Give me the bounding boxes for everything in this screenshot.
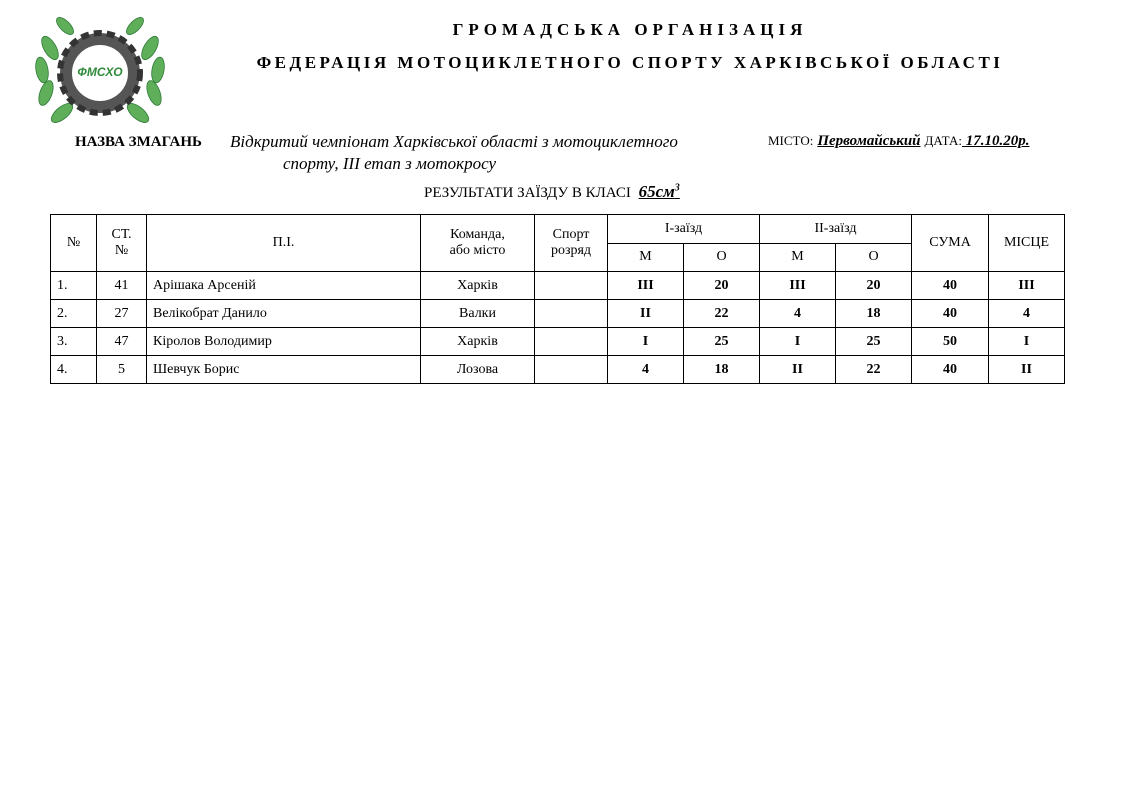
federation-logo	[30, 8, 170, 133]
cell-r1o: 25	[684, 328, 760, 356]
table-row	[51, 328, 1065, 356]
cell-num: 3.	[51, 328, 97, 356]
event-name-label: НАЗВА ЗМАГАНЬ	[75, 134, 202, 150]
col-team: Команда, або місто	[421, 215, 535, 272]
cell-name: Велікобрат Данило	[147, 300, 421, 328]
cell-start: 41	[97, 272, 147, 300]
col-race1: І-заїзд	[608, 215, 760, 244]
cell-rank	[535, 356, 608, 384]
cell-name: Арішака Арсеній	[147, 272, 421, 300]
col-race2: ІІ-заїзд	[760, 215, 912, 244]
cell-r1m: 4	[608, 356, 684, 384]
svg-text:ФМСХО: ФМСХО	[77, 65, 123, 79]
cell-team: Валки	[421, 300, 535, 328]
city-label: МІСТО:	[768, 133, 814, 148]
cell-num: 1.	[51, 272, 97, 300]
col-name: П.І.	[147, 215, 421, 272]
cell-r2o: 20	[836, 272, 912, 300]
col-race2-m: М	[760, 243, 836, 272]
cell-start: 27	[97, 300, 147, 328]
cell-team: Харків	[421, 272, 535, 300]
cell-rank	[535, 328, 608, 356]
class-value: 65см	[638, 182, 675, 201]
table-row	[51, 300, 1065, 328]
city-value: Первомайський	[817, 133, 921, 149]
federation-title: ФЕДЕРАЦІЯ МОТОЦИКЛЕТНОГО СПОРТУ ХАРКІВСЬКОЇ ОБЛАСТІ	[256, 53, 1004, 72]
cell-r2m: II	[760, 356, 836, 384]
cell-team: Лозова	[421, 356, 535, 384]
col-start: СТ. №	[97, 215, 147, 272]
col-rank: Спорт розряд	[535, 215, 608, 272]
cell-rank	[535, 300, 608, 328]
class-sup: 3	[674, 182, 680, 194]
cell-r1m: III	[608, 272, 684, 300]
cell-team: Харків	[421, 328, 535, 356]
results-table	[50, 214, 1065, 384]
col-race1-m: М	[608, 243, 684, 272]
cell-num: 2.	[51, 300, 97, 328]
cell-name: Шевчук Борис	[147, 356, 421, 384]
cell-r2m: I	[760, 328, 836, 356]
cell-r1o: 18	[684, 356, 760, 384]
cell-rank	[535, 272, 608, 300]
table-header-row	[51, 215, 1065, 244]
cell-sum: 40	[912, 356, 989, 384]
cell-sum: 40	[912, 272, 989, 300]
results-label: РЕЗУЛЬТАТИ ЗАЇЗДУ В КЛАСІ	[424, 185, 631, 201]
cell-r2m: 4	[760, 300, 836, 328]
cell-r1m: I	[608, 328, 684, 356]
col-num: №	[51, 215, 97, 272]
cell-r2o: 25	[836, 328, 912, 356]
event-name-line1: Відкритий чемпіонат Харківської області з мотоциклетного	[230, 132, 678, 151]
table-row	[51, 356, 1065, 384]
city-date	[768, 132, 1029, 150]
cell-name: Кіролов Володимир	[147, 328, 421, 356]
col-place: МІСЦЕ	[989, 215, 1065, 272]
cell-r2m: III	[760, 272, 836, 300]
cell-r1o: 20	[684, 272, 760, 300]
cell-start: 5	[97, 356, 147, 384]
event-name-line2: спорту, ІІІ етап з мотокросу	[283, 154, 497, 173]
col-race2-o: О	[836, 243, 912, 272]
cell-r2o: 18	[836, 300, 912, 328]
cell-sum: 50	[912, 328, 989, 356]
date-value: 17.10.20р.	[961, 133, 1030, 149]
col-race1-o: О	[684, 243, 760, 272]
cell-r1o: 22	[684, 300, 760, 328]
cell-r2o: 22	[836, 356, 912, 384]
col-sum: СУМА	[912, 215, 989, 272]
cell-r1m: II	[608, 300, 684, 328]
cell-place: 4	[989, 300, 1065, 328]
cell-place: I	[989, 328, 1065, 356]
org-title: ГРОМАДСЬКА ОРГАНІЗАЦІЯ	[452, 20, 808, 39]
cell-num: 4.	[51, 356, 97, 384]
cell-sum: 40	[912, 300, 989, 328]
cell-start: 47	[97, 328, 147, 356]
cell-place: III	[989, 272, 1065, 300]
results-heading	[424, 182, 680, 202]
table-row	[51, 272, 1065, 300]
date-label: ДАТА:	[924, 133, 962, 148]
cell-place: II	[989, 356, 1065, 384]
